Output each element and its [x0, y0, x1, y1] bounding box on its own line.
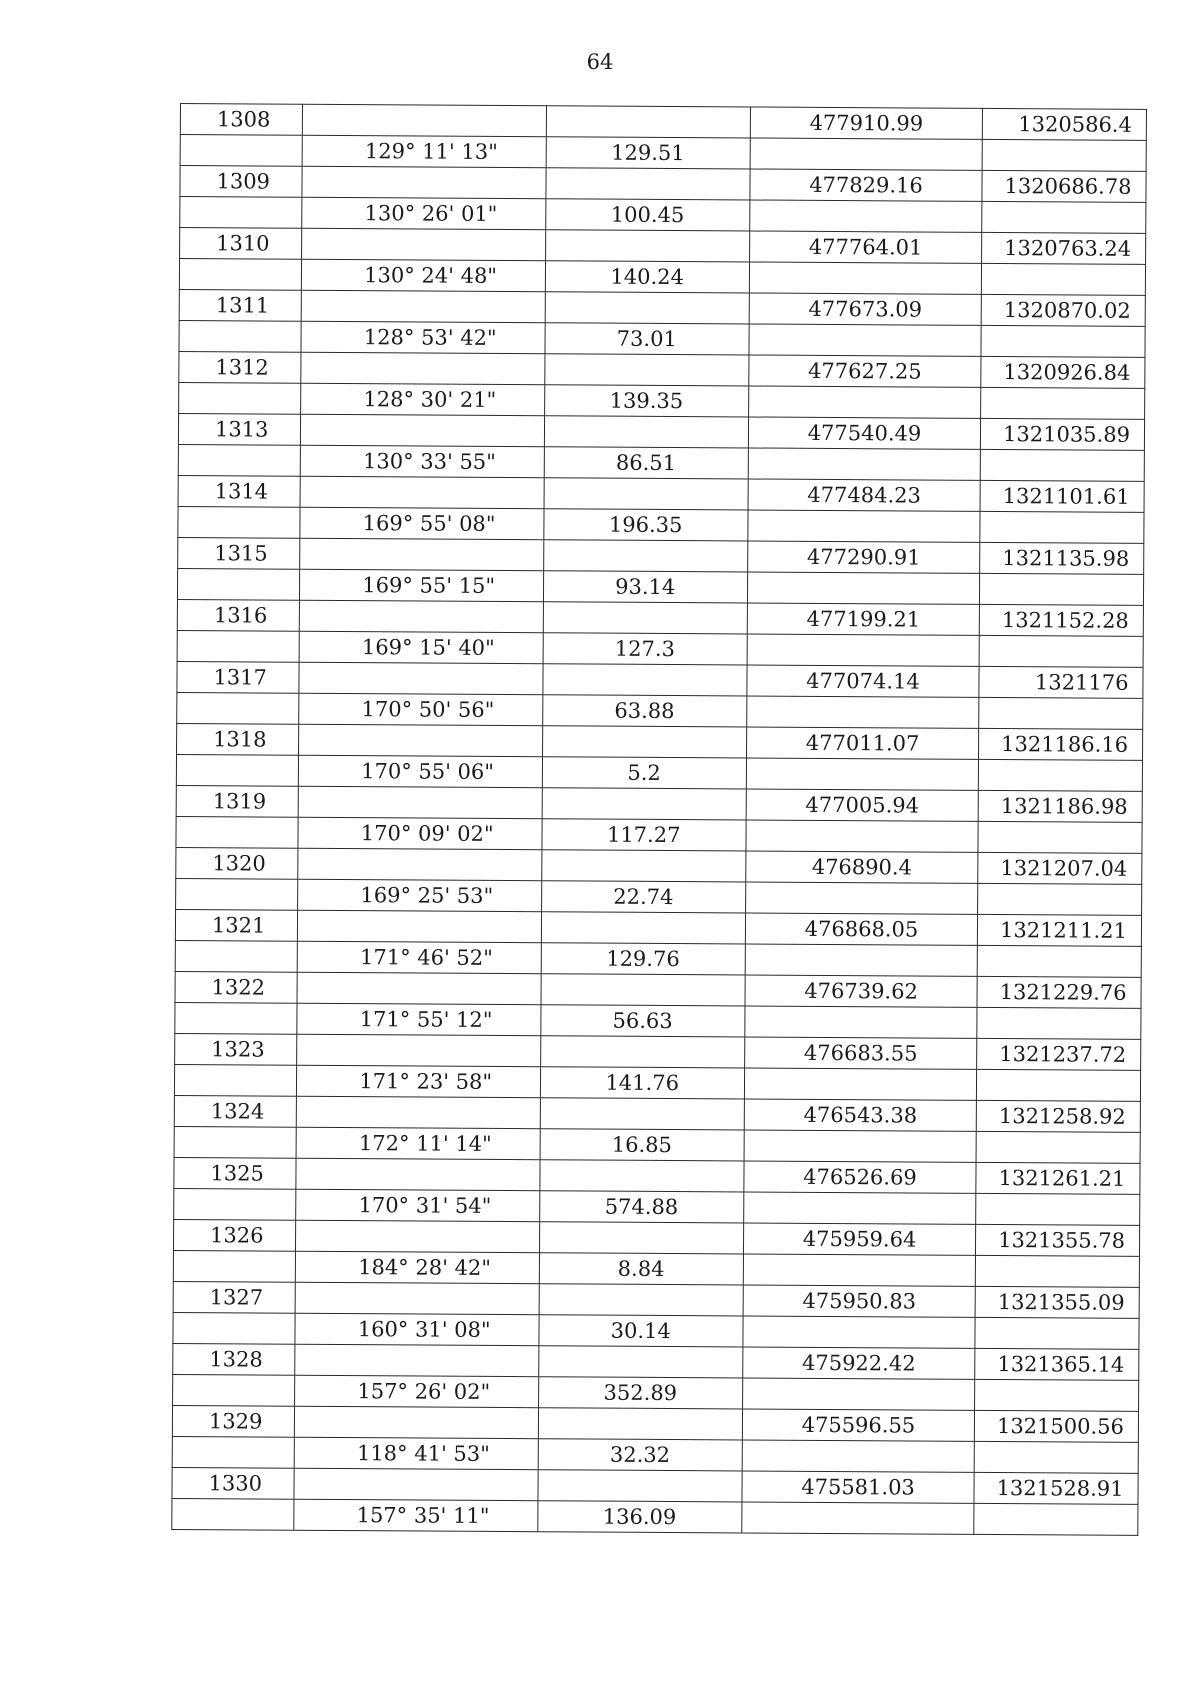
easting-cell: 1321211.21 [978, 914, 1142, 946]
bearing-cell [297, 1034, 541, 1066]
northing-cell: 476683.55 [744, 1037, 977, 1069]
distance-cell: 5.2 [542, 757, 746, 789]
easting-cell: 1320763.24 [982, 232, 1146, 264]
northing-cell [742, 1378, 975, 1410]
distance-cell: 139.35 [544, 385, 748, 417]
bearing-cell [294, 1468, 538, 1500]
station-cell [173, 1374, 295, 1406]
easting-cell [977, 1007, 1141, 1039]
station-cell [172, 1436, 294, 1468]
bearing-cell [297, 972, 541, 1004]
bearing-cell [298, 786, 542, 818]
easting-cell: 1321261.21 [976, 1162, 1140, 1194]
station-cell: 1326 [173, 1219, 295, 1251]
northing-cell [749, 324, 982, 356]
segment-row [172, 1498, 1138, 1535]
distance-cell [540, 1098, 744, 1130]
easting-cell: 1321135.98 [980, 542, 1144, 574]
northing-cell [749, 200, 982, 232]
distance-cell [538, 1408, 742, 1440]
station-cell [179, 320, 301, 352]
northing-cell: 475596.55 [742, 1409, 975, 1441]
station-cell: 1312 [179, 351, 301, 383]
station-cell [177, 568, 299, 600]
distance-cell [542, 788, 746, 820]
station-cell [174, 1064, 296, 1096]
bearing-cell [301, 414, 545, 446]
station-cell [173, 1312, 295, 1344]
easting-cell [978, 883, 1142, 915]
distance-cell: 129.76 [541, 943, 745, 975]
bearing-cell: 170° 31' 54" [296, 1189, 540, 1221]
easting-cell [976, 1255, 1140, 1287]
easting-cell [979, 697, 1143, 729]
station-cell: 1329 [172, 1405, 294, 1437]
distance-cell [539, 1284, 743, 1316]
northing-cell: 477910.99 [750, 107, 983, 139]
distance-cell: 117.27 [542, 819, 746, 851]
bearing-cell: 130° 26' 01" [302, 197, 546, 229]
northing-cell: 477484.23 [748, 479, 981, 511]
distance-cell: 141.76 [540, 1067, 744, 1099]
bearing-cell [296, 1220, 540, 1252]
distance-cell: 140.24 [545, 261, 749, 293]
station-cell [178, 506, 300, 538]
distance-cell: 574.88 [539, 1191, 743, 1223]
station-cell: 1319 [176, 785, 298, 817]
bearing-cell [300, 476, 544, 508]
distance-cell [540, 1160, 744, 1192]
easting-cell: 1321229.76 [977, 976, 1141, 1008]
bearing-cell: 128° 53' 42" [301, 321, 545, 353]
station-cell [174, 1188, 296, 1220]
distance-cell: 86.51 [544, 447, 748, 479]
bearing-cell [295, 1344, 539, 1376]
distance-cell: 127.3 [543, 633, 747, 665]
northing-cell: 477290.91 [747, 541, 980, 573]
easting-cell [975, 1379, 1139, 1411]
northing-cell: 477829.16 [750, 169, 983, 201]
easting-cell [977, 1069, 1141, 1101]
northing-cell [745, 882, 978, 914]
easting-cell: 1320926.84 [981, 356, 1145, 388]
station-cell [175, 940, 297, 972]
bearing-cell [296, 1158, 540, 1190]
bearing-cell: 170° 50' 56" [299, 693, 543, 725]
bearing-cell: 170° 09' 02" [298, 817, 542, 849]
easting-cell: 1321355.09 [975, 1286, 1139, 1318]
northing-cell [742, 1440, 975, 1472]
station-cell [180, 135, 302, 167]
bearing-cell: 130° 33' 55" [300, 445, 544, 477]
easting-cell: 1321355.78 [976, 1224, 1140, 1256]
northing-cell: 476868.05 [745, 913, 978, 945]
bearing-cell [301, 290, 545, 322]
bearing-cell [301, 352, 545, 384]
bearing-cell: 171° 46' 52" [297, 941, 541, 973]
station-cell [176, 816, 298, 848]
easting-cell: 1321186.98 [978, 790, 1142, 822]
distance-cell [541, 974, 745, 1006]
station-cell: 1322 [175, 971, 297, 1003]
easting-cell: 1321365.14 [975, 1348, 1139, 1380]
distance-cell [544, 354, 748, 386]
station-cell [173, 1250, 295, 1282]
easting-cell [979, 759, 1143, 791]
distance-cell: 22.74 [541, 881, 745, 913]
northing-cell [742, 1502, 975, 1534]
bearing-cell [303, 104, 547, 136]
easting-cell [979, 635, 1143, 667]
bearing-cell: 169° 55' 15" [300, 569, 544, 601]
station-cell: 1323 [175, 1033, 297, 1065]
distance-cell: 352.89 [538, 1377, 742, 1409]
distance-cell: 63.88 [542, 695, 746, 727]
distance-cell [543, 602, 747, 634]
easting-cell: 1321152.28 [980, 604, 1144, 636]
easting-cell [982, 263, 1146, 295]
northing-cell: 477074.14 [747, 665, 980, 697]
station-cell [176, 754, 298, 786]
bearing-cell: 172° 11' 14" [296, 1127, 540, 1159]
bearing-cell: 128° 30' 21" [301, 383, 545, 415]
station-cell: 1318 [177, 723, 299, 755]
station-cell: 1315 [178, 537, 300, 569]
station-cell [177, 692, 299, 724]
station-cell: 1328 [173, 1343, 295, 1375]
bearing-cell [296, 1096, 540, 1128]
distance-cell [541, 912, 745, 944]
easting-cell: 1321237.72 [977, 1038, 1141, 1070]
station-cell [179, 382, 301, 414]
northing-cell: 475922.42 [742, 1347, 975, 1379]
station-cell: 1330 [172, 1467, 294, 1499]
station-cell [177, 630, 299, 662]
distance-cell [545, 230, 749, 262]
easting-cell: 1321207.04 [978, 852, 1142, 884]
northing-cell [743, 1192, 976, 1224]
distance-cell [545, 292, 749, 324]
northing-cell: 477005.94 [746, 789, 979, 821]
northing-cell: 475959.64 [743, 1223, 976, 1255]
distance-cell: 93.14 [543, 571, 747, 603]
northing-cell [746, 820, 979, 852]
station-cell: 1316 [177, 599, 299, 631]
distance-cell: 56.63 [540, 1005, 744, 1037]
distance-cell [544, 416, 748, 448]
easting-cell [978, 821, 1142, 853]
station-cell: 1311 [179, 289, 301, 321]
page-number: 64 [586, 50, 614, 74]
station-cell: 1327 [173, 1281, 295, 1313]
distance-cell [546, 168, 750, 200]
bearing-cell: 157° 26' 02" [295, 1375, 539, 1407]
bearing-cell: 157° 35' 11" [294, 1499, 538, 1531]
survey-coordinates-table [171, 103, 1147, 1536]
easting-cell: 1321101.61 [980, 480, 1144, 512]
bearing-cell [299, 724, 543, 756]
bearing-cell [295, 1406, 539, 1438]
northing-cell [743, 1254, 976, 1286]
easting-cell [976, 1193, 1140, 1225]
station-cell: 1321 [175, 909, 297, 941]
northing-cell [748, 448, 981, 480]
station-cell: 1324 [174, 1095, 296, 1127]
distance-cell [538, 1346, 742, 1378]
station-cell: 1313 [178, 413, 300, 445]
distance-cell: 16.85 [540, 1129, 744, 1161]
bearing-cell: 169° 55' 08" [300, 507, 544, 539]
easting-cell [976, 1131, 1140, 1163]
northing-cell: 477540.49 [748, 417, 981, 449]
bearing-cell [295, 1282, 539, 1314]
northing-cell [748, 510, 981, 542]
distance-cell: 73.01 [545, 323, 749, 355]
bearing-cell: 169° 15' 40" [299, 631, 543, 663]
easting-cell: 1321528.91 [974, 1472, 1138, 1504]
bearing-cell: 171° 23' 58" [297, 1065, 541, 1097]
northing-cell: 476526.69 [744, 1161, 977, 1193]
station-cell: 1325 [174, 1157, 296, 1189]
distance-cell: 8.84 [539, 1253, 743, 1285]
bearing-cell [298, 910, 542, 942]
easting-cell [974, 1441, 1138, 1473]
distance-cell: 30.14 [539, 1315, 743, 1347]
easting-cell: 1320586.4 [983, 108, 1147, 140]
station-cell: 1317 [177, 661, 299, 693]
distance-cell: 129.51 [546, 137, 750, 169]
northing-cell [749, 262, 982, 294]
distance-cell [539, 1222, 743, 1254]
bearing-cell: 184° 28' 42" [296, 1251, 540, 1283]
easting-cell [981, 325, 1145, 357]
bearing-cell: 130° 24' 48" [302, 259, 546, 291]
northing-cell [744, 1068, 977, 1100]
easting-cell [982, 201, 1146, 233]
bearing-cell: 169° 25' 53" [298, 879, 542, 911]
northing-cell: 477627.25 [749, 355, 982, 387]
bearing-cell [302, 166, 546, 198]
station-cell: 1309 [180, 166, 302, 198]
station-cell [172, 1498, 294, 1530]
bearing-cell [300, 538, 544, 570]
northing-cell: 475581.03 [742, 1471, 975, 1503]
northing-cell [745, 944, 978, 976]
station-cell [174, 1126, 296, 1158]
northing-cell: 476890.4 [746, 851, 979, 883]
distance-cell: 100.45 [545, 199, 749, 231]
easting-cell [977, 945, 1141, 977]
northing-cell: 477673.09 [749, 293, 982, 325]
northing-cell: 476543.38 [744, 1099, 977, 1131]
bearing-cell: 170° 55' 06" [299, 755, 543, 787]
easting-cell: 1321186.16 [979, 728, 1143, 760]
northing-cell [745, 1006, 978, 1038]
northing-cell [747, 572, 980, 604]
station-cell: 1310 [180, 228, 302, 260]
station-cell: 1308 [180, 104, 302, 136]
station-cell: 1314 [178, 475, 300, 507]
northing-cell: 477011.07 [746, 727, 979, 759]
easting-cell: 1321500.56 [975, 1410, 1139, 1442]
easting-cell [975, 1317, 1139, 1349]
northing-cell [747, 634, 980, 666]
easting-cell: 1321258.92 [976, 1100, 1140, 1132]
northing-cell [744, 1130, 977, 1162]
easting-cell [974, 1503, 1138, 1535]
easting-cell [980, 573, 1144, 605]
bearing-cell [299, 662, 543, 694]
easting-cell: 1321176 [979, 666, 1143, 698]
bearing-cell [300, 600, 544, 632]
distance-cell: 196.35 [543, 509, 747, 541]
station-cell [180, 197, 302, 229]
bearing-cell [298, 848, 542, 880]
easting-cell: 1320686.78 [982, 170, 1146, 202]
distance-cell [543, 664, 747, 696]
station-cell [178, 444, 300, 476]
distance-cell [538, 1470, 742, 1502]
easting-cell: 1321035.89 [981, 418, 1145, 450]
distance-cell [546, 106, 750, 138]
distance-cell [544, 478, 748, 510]
easting-cell [982, 139, 1146, 171]
northing-cell: 475950.83 [743, 1285, 976, 1317]
northing-cell [748, 386, 981, 418]
easting-cell [980, 449, 1144, 481]
station-cell [176, 878, 298, 910]
northing-cell: 476739.62 [745, 975, 978, 1007]
northing-cell [746, 758, 979, 790]
bearing-cell: 160° 31' 08" [295, 1313, 539, 1345]
northing-cell [746, 696, 979, 728]
northing-cell [743, 1316, 976, 1348]
northing-cell: 477764.01 [749, 231, 982, 263]
easting-cell [981, 387, 1145, 419]
bearing-cell [302, 228, 546, 260]
bearing-cell: 118° 41' 53" [294, 1437, 538, 1469]
station-cell: 1320 [176, 847, 298, 879]
distance-cell [543, 540, 747, 572]
northing-cell [750, 138, 983, 170]
distance-cell [540, 1036, 744, 1068]
easting-cell: 1320870.02 [981, 294, 1145, 326]
bearing-cell: 129° 11' 13" [302, 135, 546, 167]
distance-cell: 136.09 [537, 1501, 741, 1533]
station-cell [175, 1002, 297, 1034]
easting-cell [980, 511, 1144, 543]
distance-cell: 32.32 [538, 1439, 742, 1471]
distance-cell [541, 850, 745, 882]
distance-cell [542, 726, 746, 758]
bearing-cell: 171° 55' 12" [297, 1003, 541, 1035]
station-cell [179, 259, 301, 291]
northing-cell: 477199.21 [747, 603, 980, 635]
table-body [172, 104, 1147, 1536]
